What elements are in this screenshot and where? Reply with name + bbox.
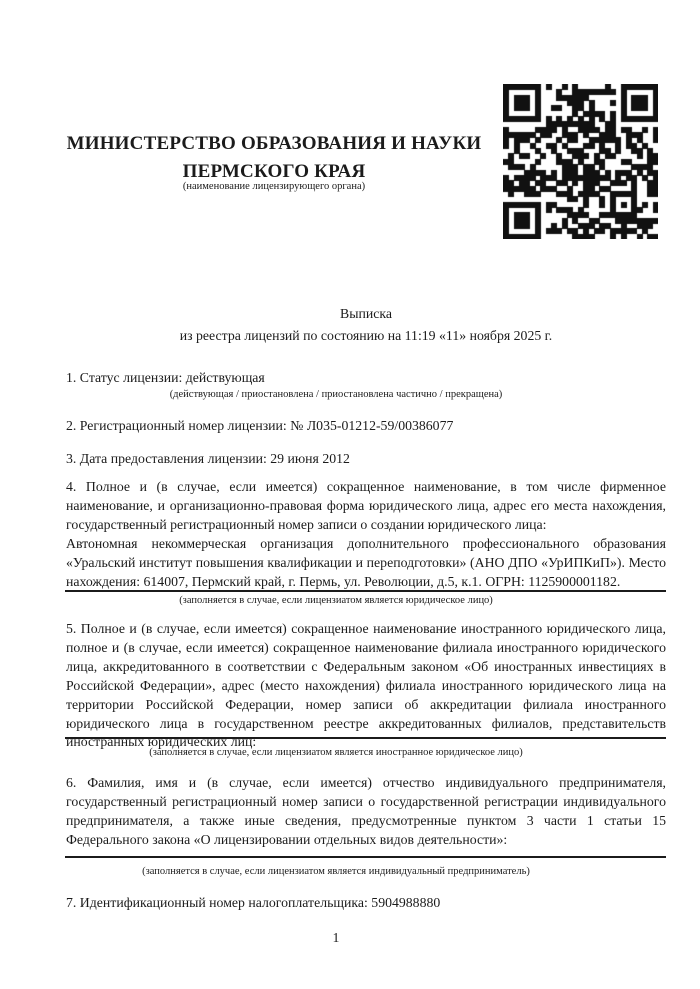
qr-code-image bbox=[503, 84, 658, 239]
item-individual-entrepreneur bbox=[66, 774, 666, 850]
licensing-authority-caption: (наименование лицензирующего органа) bbox=[182, 181, 366, 192]
licensing-authority-name bbox=[66, 130, 482, 185]
item-license-status: 1. Статус лицензии: действующая bbox=[66, 370, 265, 385]
legal-entity-statement: 4. Полное и (в случае, если имеется) сокращенное наименование, в том числе фирменное наименование, и организационно-правовая форма юридического лица, адрес его места нахождения, государственный регистрационный номер записи о создании юридического лица: bbox=[66, 479, 666, 532]
license-status-options-caption: (действующая / приостановлена / приостановлена частично / прекращена) bbox=[169, 389, 503, 400]
legal-entity-value: Автономная некоммерческая организация дополнительного профессионального образования «Уральский институт повышения квалификации и переподготовки» (АНО ДПО «УрИПКиП»). Место нахождения: 614007, Пермский край, г. Пермь, ул. Революции, д.5, к.1. ОГРН: 1125900001182. bbox=[66, 535, 666, 589]
item-legal-entity bbox=[66, 478, 666, 591]
individual-entrepreneur-caption: (заполняется в случае, если лицензиатом является индивидуальный предприниматель) bbox=[142, 866, 530, 877]
document-title-line2: из реестра лицензий по состоянию на 11:19 «11» ноября 2025 г. bbox=[179, 327, 553, 343]
authority-name-line2: ПЕРМСКОГО КРАЯ bbox=[182, 160, 366, 182]
foreign-entity-caption: (заполняется в случае, если лицензиатом является иностранное юридическое лицо) bbox=[149, 747, 523, 758]
fill-line bbox=[65, 856, 666, 858]
page-number: 1 bbox=[332, 930, 340, 945]
individual-entrepreneur-statement: 6. Фамилия, имя и (в случае, если имеется) отчество индивидуального предпринимателя, государственный регистрационный номер записи о государственной регистрации индивидуального предпринимателя, а также иные сведения, предусмотренные пунктом 3 части 1 статьи 15 Федерального закона «О лицензировании отдельных видов деятельности»: bbox=[66, 775, 666, 847]
document-title-line1: Выписка bbox=[340, 306, 392, 321]
item-grant-date: 3. Дата предоставления лицензии: 29 июня 2012 bbox=[66, 451, 350, 466]
item-taxpayer-id: 7. Идентификационный номер налогоплательщика: 5904988880 bbox=[66, 895, 441, 910]
authority-name-line1: МИНИСТЕРСТВО ОБРАЗОВАНИЯ И НАУКИ bbox=[66, 133, 482, 154]
foreign-entity-statement: 5. Полное и (в случае, если имеется) сокращенное наименование иностранного юридического лица, полное и (в случае, если имеется) сокращенное наименование филиала иностранного юридического лица, аккредитованного в соответствии с Федеральным законом «Об иностранных инвестициях в Российской Федерации», адрес (место нахождения) филиала иностранного юридического лица на территории Российской Федерации, номер записи об аккредитации филиала иностранного юридического лица в государственном реестре аккредитованных филиалов, представительств иностранных юридических лиц: bbox=[66, 621, 666, 750]
item-registration-number: 2. Регистрационный номер лицензии: № Л035-01212-59/00386077 bbox=[66, 418, 454, 433]
legal-entity-caption: (заполняется в случае, если лицензиатом является юридическое лицо) bbox=[179, 595, 493, 606]
fill-line bbox=[65, 590, 666, 592]
item-foreign-entity bbox=[66, 620, 666, 752]
qr-code bbox=[503, 84, 658, 239]
fill-line bbox=[65, 737, 666, 739]
document-title bbox=[66, 303, 666, 346]
